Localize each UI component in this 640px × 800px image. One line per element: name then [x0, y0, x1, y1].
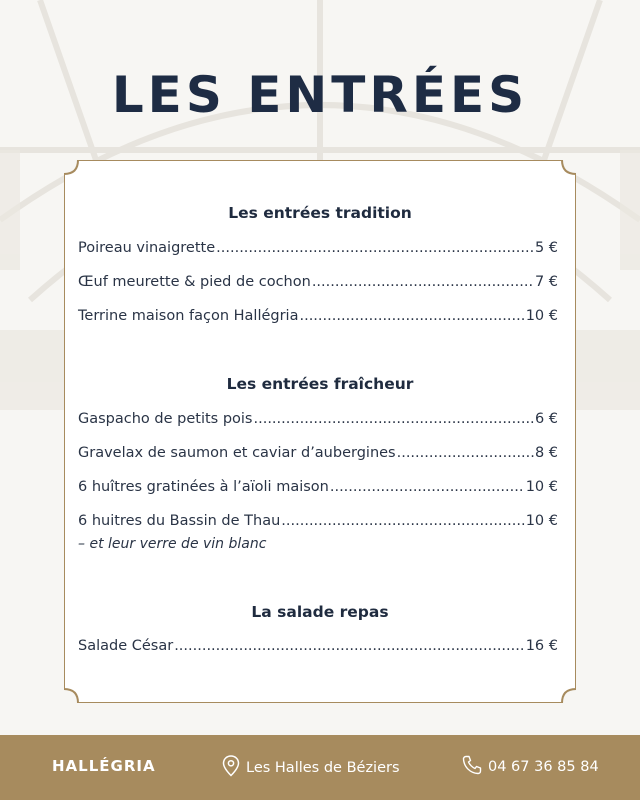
leader-dots [299, 308, 524, 324]
footer-bar [0, 735, 640, 800]
menu-item-price: 10 € [525, 308, 558, 324]
menu-item-price: 10 € [525, 513, 558, 529]
page-title: LES ENTRÉES [111, 66, 529, 124]
phone-icon [462, 755, 482, 779]
map-pin-icon [222, 755, 240, 781]
leader-dots [312, 274, 534, 290]
menu-item-name: 6 huîtres gratinées à l’aïoli maison [78, 479, 329, 495]
menu-item-name: Poireau vinaigrette [78, 240, 216, 256]
footer-phone-text: 04 67 36 85 84 [488, 759, 599, 775]
menu-item-name: Salade César [78, 638, 174, 654]
menu-item-price: 6 € [534, 411, 558, 427]
menu-item [78, 274, 558, 290]
footer-brand: HALLÉGRIA [52, 757, 156, 775]
menu-item [78, 445, 558, 461]
menu-item-price: 5 € [534, 240, 558, 256]
leader-dots [254, 411, 534, 427]
footer-location-text: Les Halles de Béziers [246, 760, 400, 776]
menu-item-name: Terrine maison façon Hallégria [78, 308, 299, 324]
menu-item-name: Gravelax de saumon et caviar d’aubergines [78, 445, 396, 461]
footer-phone [462, 755, 599, 779]
menu-item-name: 6 huitres du Bassin de Thau [78, 513, 281, 529]
menu-item-price: 8 € [534, 445, 558, 461]
leader-dots [174, 638, 525, 654]
section-title-fraicheur: Les entrées fraîcheur [226, 375, 414, 393]
leader-dots [330, 479, 525, 495]
menu-item-price: 10 € [525, 479, 558, 495]
section-title-tradition: Les entrées tradition [228, 204, 412, 222]
leader-dots [397, 445, 534, 461]
menu-item [78, 638, 558, 654]
leader-dots [216, 240, 534, 256]
menu-item [78, 308, 558, 324]
menu-item [78, 513, 558, 529]
menu-item-price: 7 € [534, 274, 558, 290]
section-title-salade: La salade repas [251, 603, 389, 621]
menu-item [78, 411, 558, 427]
leader-dots [281, 513, 524, 529]
menu-item [78, 479, 558, 495]
menu-item-price: 16 € [525, 638, 558, 654]
footer-location [222, 755, 400, 781]
menu-card [64, 160, 576, 703]
menu-item-name: Œuf meurette & pied de cochon [78, 274, 311, 290]
menu-item-name: Gaspacho de petits pois [78, 411, 253, 427]
menu-item [78, 240, 558, 256]
menu-item-note: – et leur verre de vin blanc [78, 536, 267, 552]
